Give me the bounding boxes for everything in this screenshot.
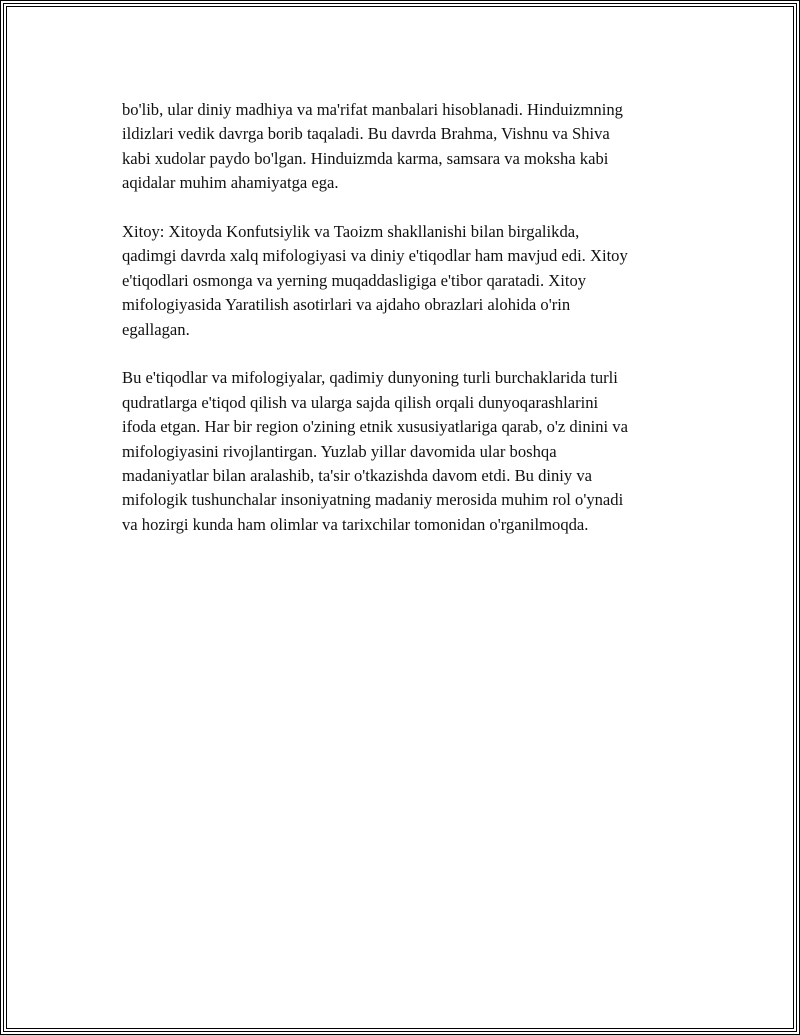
text-line: va hozirgi kunda ham olimlar va tarixchilar tomonidan o'rganilmoqda. [122, 514, 589, 534]
text-line: e'tiqodlari osmonga va yerning muqaddasligiga e'tibor qaratadi. Xitoy [122, 270, 587, 290]
text-line: Bu e'tiqodlar va mifologiyalar, qadimiy dunyoning turli burchaklarida turli [122, 368, 618, 388]
text-line: mifologiyasida Yaratilish asotirlari va ajdaho obrazlari alohida o'rin [122, 295, 571, 315]
text-line: egallagan. [122, 319, 190, 339]
text-line: ifoda etgan. Har bir region o'zining etnik xususiyatlariga qarab, o'z dinini va [122, 417, 628, 437]
text-line: mifologik tushunchalar insoniyatning madaniy merosida muhim rol o'ynadi [122, 490, 624, 510]
paragraph-hinduism [122, 98, 702, 196]
paragraph-china [122, 220, 702, 342]
text-line: kabi xudolar paydo bo'lgan. Hinduizmda karma, samsara va moksha kabi [122, 148, 609, 168]
text-line: aqidalar muhim ahamiyatga ega. [122, 173, 339, 193]
document-body [122, 98, 702, 562]
text-line: mifologiyasini rivojlantirgan. Yuzlab yillar davomida ular boshqa [122, 441, 557, 461]
text-line: Xitoy: Xitoyda Konfutsiylik va Taoizm shakllanishi bilan birgalikda, [122, 222, 580, 242]
paragraph-conclusion [122, 366, 702, 537]
text-line: ildizlari vedik davrga borib taqaladi. Bu davrda Brahma, Vishnu va Shiva [122, 124, 610, 144]
text-line: madaniyatlar bilan aralashib, ta'sir o'tkazishda davom etdi. Bu diniy va [122, 466, 593, 486]
text-line: bo'lib, ular diniy madhiya va ma'rifat manbalari hisoblanadi. Hinduizmning [122, 100, 623, 119]
text-line: qudratlarga e'tiqod qilish va ularga sajda qilish orqali dunyoqarashlarini [122, 392, 599, 412]
text-line: qadimgi davrda xalq mifologiyasi va diniy e'tiqodlar ham mavjud edi. Xitoy [122, 246, 628, 266]
